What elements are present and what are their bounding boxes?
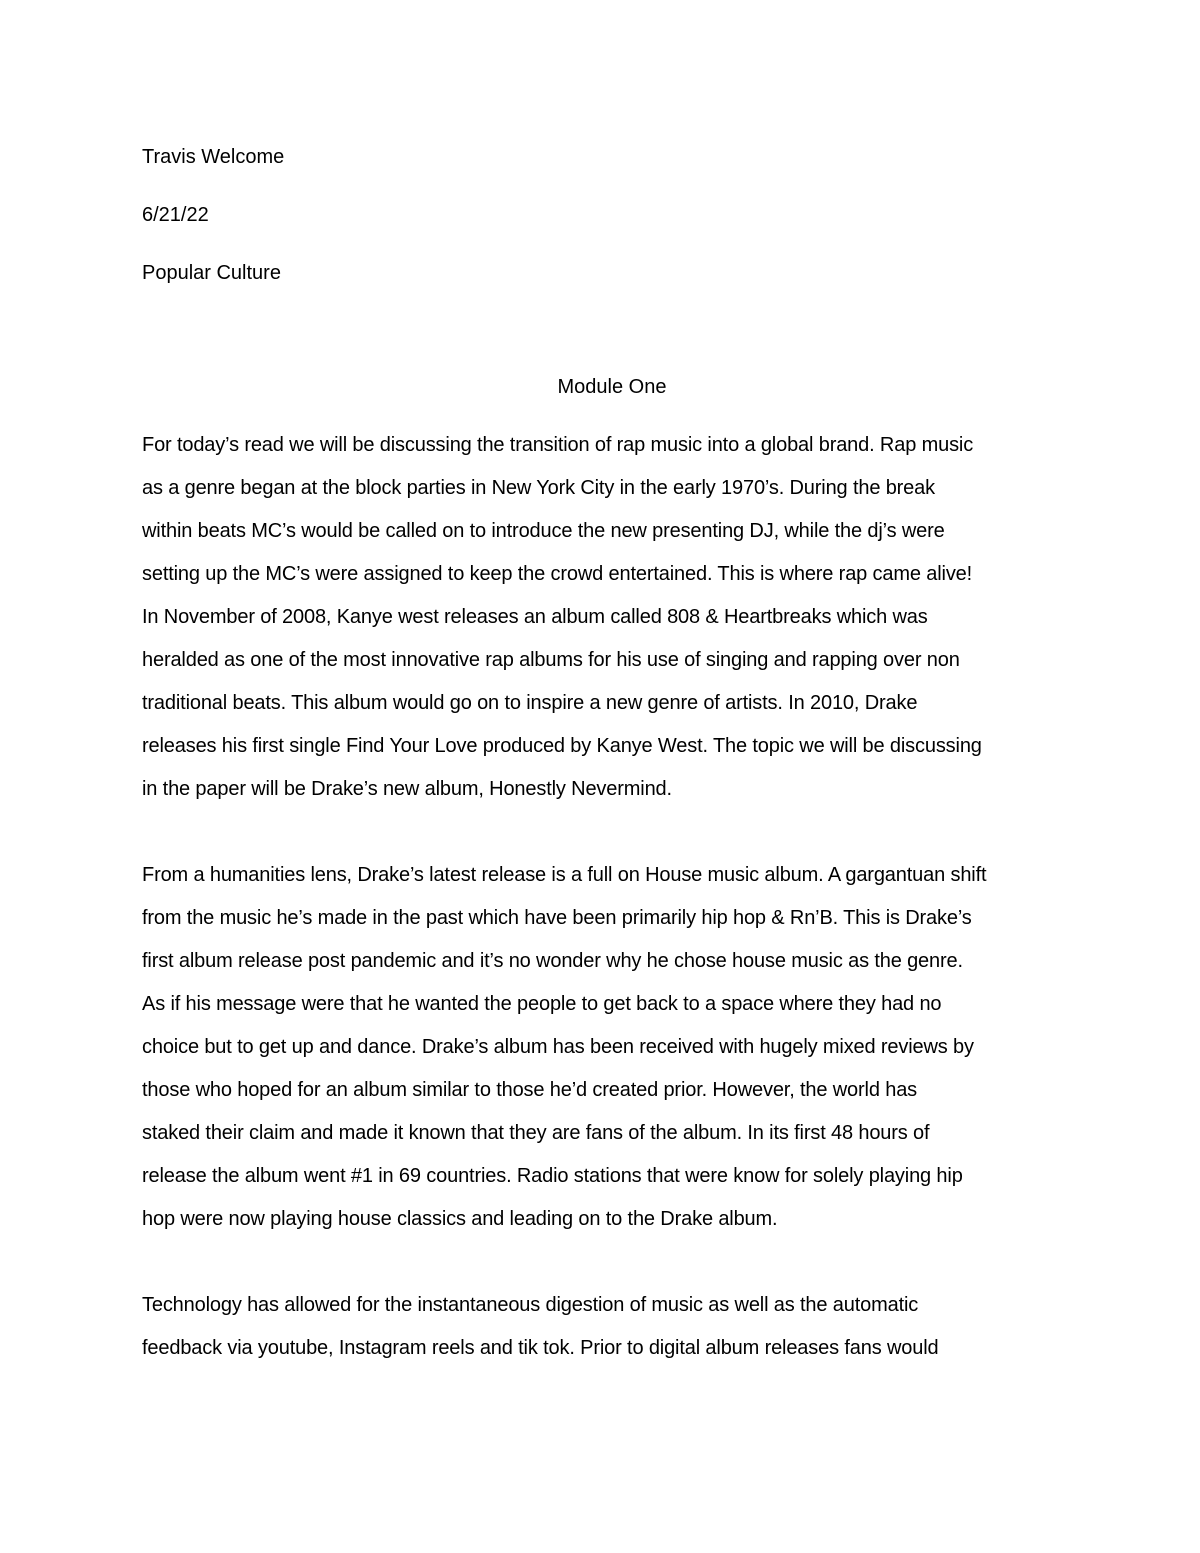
document-date: 6/21/22 xyxy=(142,204,209,226)
text-line: hop were now playing house classics and leading on to the Drake album. xyxy=(142,1208,778,1230)
text-line: For today’s read we will be discussing the transition of rap music into a global brand. Rap music xyxy=(142,434,974,456)
paragraph-2 xyxy=(142,854,1062,1241)
text-line: heralded as one of the most innovative rap albums for his use of singing and rapping over non xyxy=(142,649,960,671)
document-title: Module One xyxy=(557,376,667,398)
text-line: within beats MC’s would be called on to introduce the new presenting DJ, while the dj’s were xyxy=(142,520,945,542)
text-line: as a genre began at the block parties in New York City in the early 1970’s. During the break xyxy=(142,477,935,499)
document-body xyxy=(142,136,1062,1370)
paragraph-1 xyxy=(142,424,1062,811)
text-line: choice but to get up and dance. Drake’s album has been received with hugely mixed reviews by xyxy=(142,1036,974,1058)
text-line: staked their claim and made it known that they are fans of the album. In its first 48 hours of xyxy=(142,1122,930,1144)
text-line: Technology has allowed for the instantaneous digestion of music as well as the automatic xyxy=(142,1294,919,1316)
author-name: Travis Welcome xyxy=(142,146,285,168)
text-line: those who hoped for an album similar to those he’d created prior. However, the world has xyxy=(142,1079,918,1101)
text-line: in the paper will be Drake’s new album, Honestly Nevermind. xyxy=(142,778,672,800)
text-line: From a humanities lens, Drake’s latest release is a full on House music album. A gargantuan shift xyxy=(142,864,987,886)
text-line: setting up the MC’s were assigned to keep the crowd entertained. This is where rap came alive! xyxy=(142,563,973,585)
course-name: Popular Culture xyxy=(142,262,281,284)
text-line: feedback via youtube, Instagram reels and tik tok. Prior to digital album releases fans would xyxy=(142,1337,939,1359)
text-line: from the music he’s made in the past which have been primarily hip hop & Rn’B. This is Drake’s xyxy=(142,907,972,929)
paragraph-3 xyxy=(142,1284,1062,1370)
text-line: releases his first single Find Your Love produced by Kanye West. The topic we will be discussing xyxy=(142,735,982,757)
text-line: traditional beats. This album would go on to inspire a new genre of artists. In 2010, Drake xyxy=(142,692,918,714)
text-line: As if his message were that he wanted the people to get back to a space where they had no xyxy=(142,993,942,1015)
text-line: In November of 2008, Kanye west releases an album called 808 & Heartbreaks which was xyxy=(142,606,928,628)
text-line: release the album went #1 in 69 countries. Radio stations that were know for solely playing hip xyxy=(142,1165,963,1187)
text-line: first album release post pandemic and it’s no wonder why he chose house music as the genre. xyxy=(142,950,963,972)
